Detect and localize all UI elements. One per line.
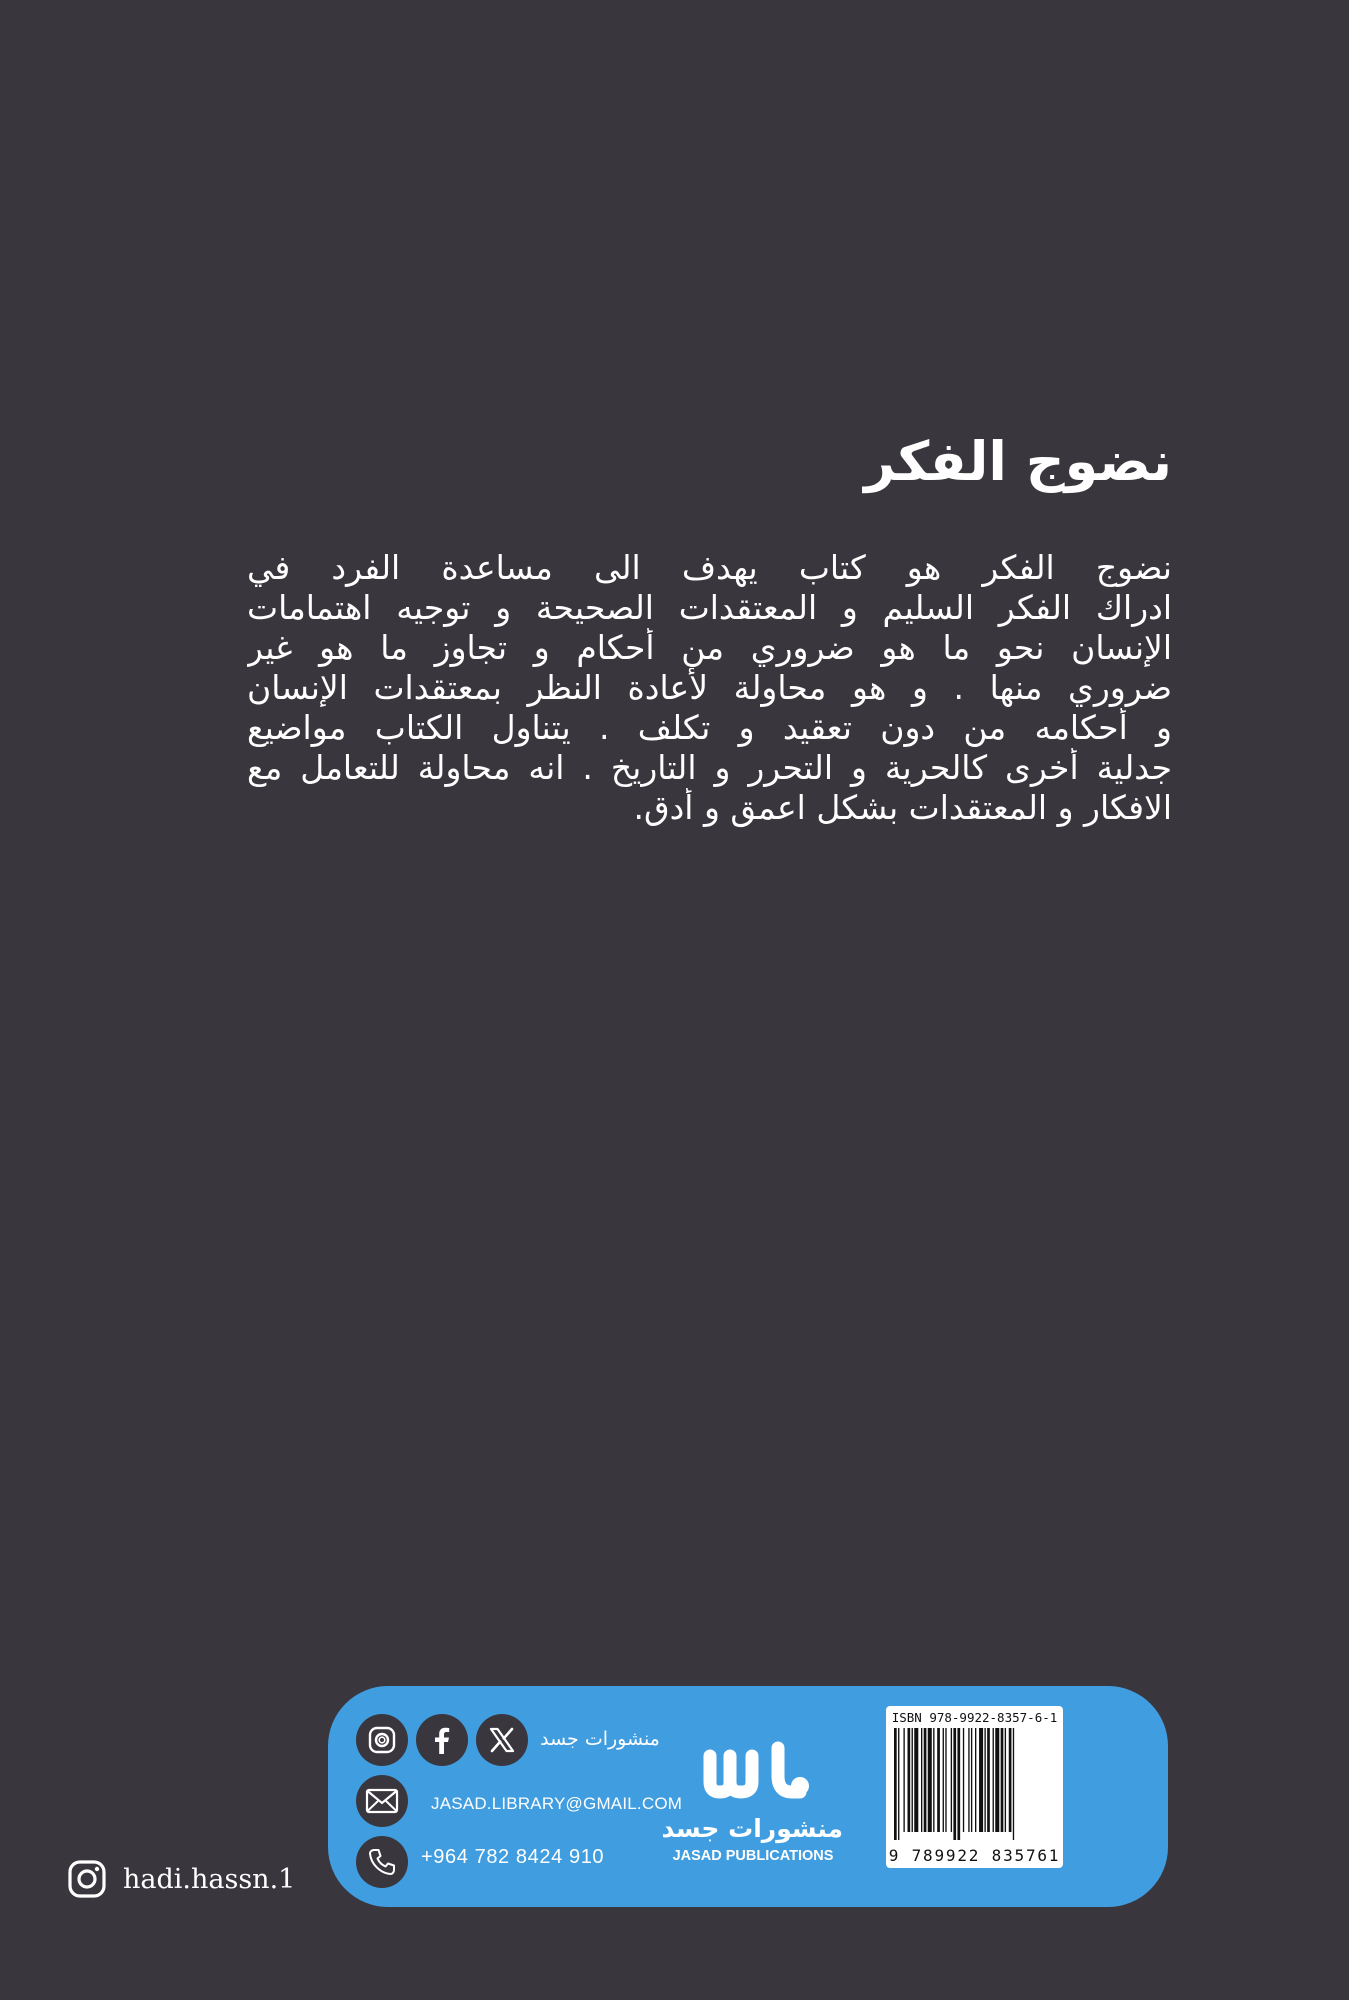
barcode-bar <box>1001 1728 1004 1832</box>
isbn-barcode <box>886 1706 1063 1868</box>
barcode-bar <box>971 1728 972 1832</box>
barcode-bar <box>951 1728 952 1832</box>
barcode-bar <box>898 1728 899 1840</box>
barcode-bar <box>937 1728 940 1832</box>
barcode-bar <box>968 1728 969 1832</box>
instagram-icon <box>67 1859 107 1899</box>
barcode-bar <box>993 1728 994 1832</box>
mail-icon[interactable] <box>356 1775 408 1827</box>
barcode-bars <box>894 1728 1055 1840</box>
barcode-bar <box>987 1728 990 1832</box>
author-handle[interactable] <box>67 1859 295 1899</box>
blurb-line: الافكار و المعتقدات بشكل اعمق و أدق. <box>633 788 1172 827</box>
barcode-bar <box>912 1728 913 1832</box>
publisher-name-ar: منشورات جسد <box>661 1814 843 1843</box>
barcode-bar <box>945 1728 946 1832</box>
barcode-bar <box>984 1728 985 1832</box>
barcode-bar <box>963 1728 964 1832</box>
blurb-line: و أحكامه من دون تعقيد و تكلف . يتناول الكتاب مواضيع <box>247 708 1172 747</box>
blurb-line: نضوج الفكر هو كتاب يهدف الى مساعدة الفرد في <box>247 548 1172 587</box>
facebook-icon[interactable] <box>416 1714 468 1766</box>
barcode-bar <box>957 1728 960 1840</box>
barcode-bar <box>908 1728 911 1832</box>
barcode-bar <box>995 1728 999 1832</box>
publisher-logo-icon <box>700 1726 812 1808</box>
barcode-bar <box>921 1728 922 1832</box>
instagram-icon[interactable] <box>356 1714 408 1766</box>
barcode-bar <box>1009 1728 1012 1832</box>
blurb-line: الإنسان نحو ما هو ضروري من أحكام و تجاوز ما هو غير <box>247 628 1172 667</box>
blurb-line: ادراك الفكر السليم و المعتقدات الصحيحة و توجيه اهتمامات <box>247 588 1172 627</box>
barcode-bar <box>928 1728 932 1832</box>
phone-icon[interactable] <box>356 1836 408 1888</box>
book-title: نضوج الفكر <box>864 430 1172 493</box>
barcode-bar <box>1013 1728 1014 1840</box>
publisher-phone[interactable]: +964 782 8424 910 <box>421 1846 605 1868</box>
barcode-bar <box>1005 1728 1006 1832</box>
x-icon[interactable] <box>476 1714 528 1766</box>
barcode-bar <box>924 1728 927 1832</box>
author-handle-text: hadi.hassn.1 <box>123 1863 296 1895</box>
barcode-bar <box>953 1728 956 1840</box>
social-label: منشورات جسد <box>540 1728 660 1750</box>
barcode-bar <box>979 1728 983 1832</box>
publisher-name-en: JASAD PUBLICATIONS <box>672 1848 834 1864</box>
barcode-bar <box>914 1728 918 1832</box>
blurb-line: ضروري منها . و هو محاولة لأعادة النظر بمعتقدات الإنسان <box>247 668 1172 707</box>
publisher-panel <box>328 1686 1168 1907</box>
blurb-line: جدلية أخرى كالحرية و التحرر و التاريخ . انه محاولة للتعامل مع <box>247 748 1172 787</box>
barcode-bar <box>943 1728 944 1832</box>
isbn-digits: 9 789922 835761 <box>888 1846 1061 1865</box>
barcode-bar <box>894 1728 897 1840</box>
publisher-email[interactable]: JASAD.LIBRARY@GMAIL.COM <box>431 1794 683 1813</box>
isbn-label: ISBN 978-9922-8357-6-1 <box>891 1710 1058 1725</box>
book-blurb <box>247 548 1172 828</box>
barcode-bar <box>903 1728 904 1832</box>
barcode-bar <box>975 1728 976 1832</box>
barcode-bar <box>933 1728 934 1832</box>
